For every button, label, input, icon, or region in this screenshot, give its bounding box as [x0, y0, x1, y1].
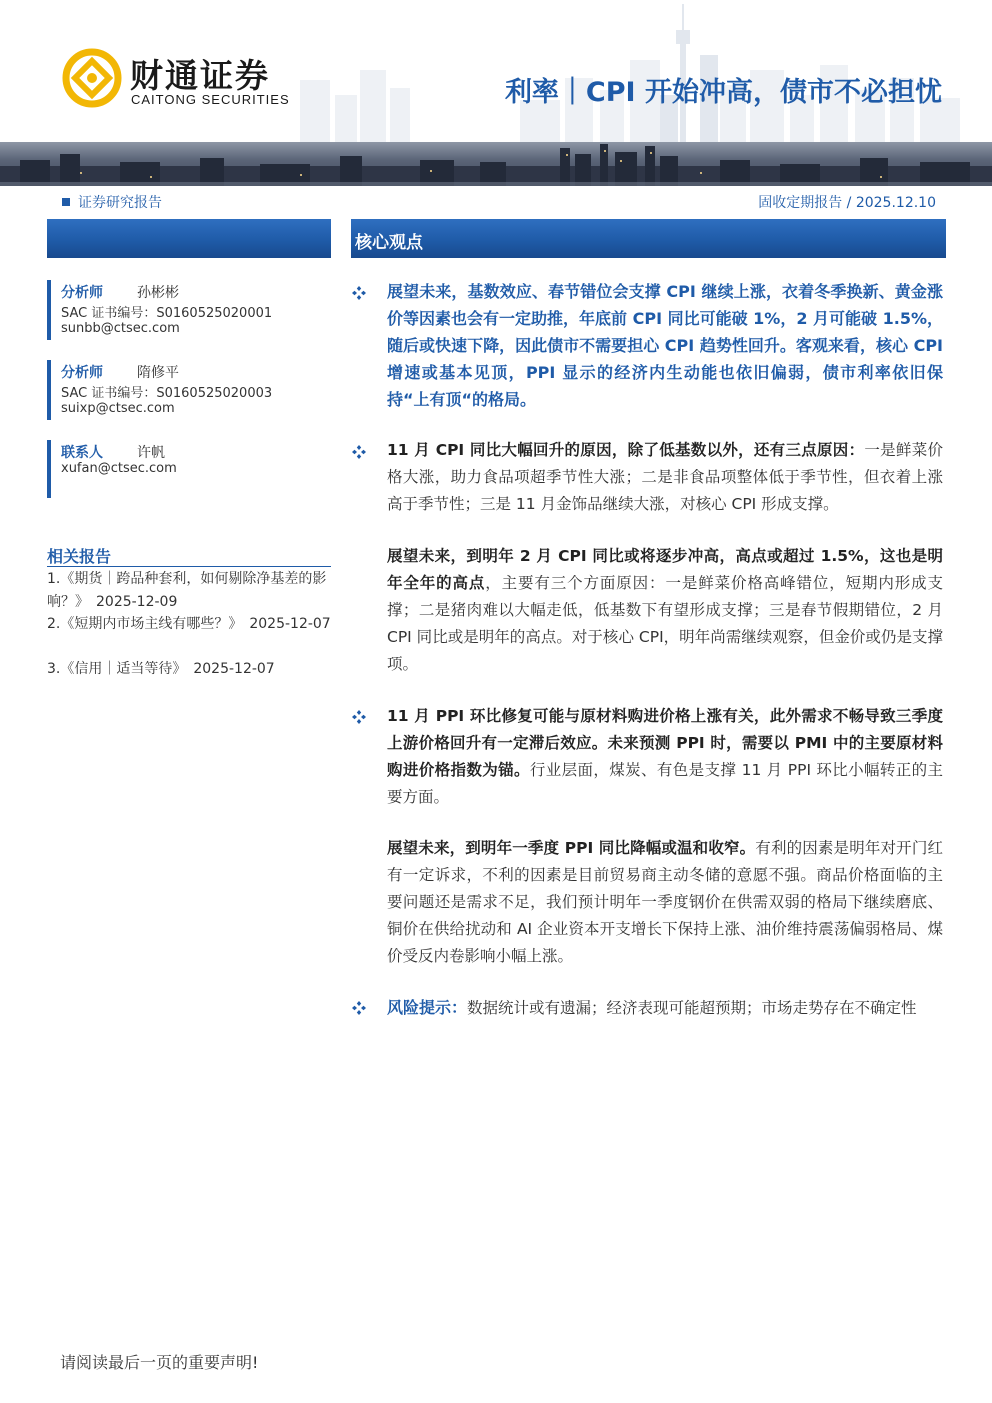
risk-text: 数据统计或有遗漏；经济表现可能超预期；市场走势存在不确定性: [467, 999, 917, 1017]
ppi-outlook-lead: 展望未来，到明年一季度 PPI 同比降幅或温和收窄。: [387, 839, 756, 857]
square-bullet-icon: [62, 198, 70, 206]
analyst-name: 隋修平: [137, 365, 179, 381]
cpi-reason-paragraph: [387, 437, 943, 518]
related-reports-divider: [47, 566, 331, 567]
brand-name-en: CAITONG SECURITIES: [131, 92, 290, 107]
contact-role: 联系人: [61, 445, 103, 461]
analyst-card: [47, 360, 331, 420]
contact-accent-line: [47, 440, 51, 498]
cpi-reason-lead: 11 月 CPI 同比大幅回升的原因，除了低基数以外，还有三点原因：: [387, 441, 865, 459]
brand-name-cn: 财通证券: [130, 56, 270, 95]
risk-label: 风险提示：: [387, 998, 468, 1017]
related-report-item[interactable]: 2.《短期内市场主线有哪些？》 2025-12-07: [47, 616, 331, 632]
cpi-outlook-text: ，主要有三个方面原因：一是鲜菜价格高峰错位，短期内形成支撑；二是猪肉难以大幅走低，低基数下有望形成支撑；三是春节假期错位，2 月 CPI 同比或是明年的高点。对于核心 CPI，明年尚需继续观察，但金价或仍是支撑项。: [387, 574, 943, 673]
report-meta: 固收定期报告 / 2025.12.10: [758, 195, 936, 211]
contact-card: [47, 440, 331, 498]
diamond-bullet-icon: [352, 710, 366, 724]
related-report-item[interactable]: 3.《信用｜适当等待》 2025-12-07: [47, 661, 275, 677]
analyst-role: 分析师: [61, 285, 103, 301]
ppi-reason-paragraph: [387, 703, 943, 811]
report-type-label: [62, 192, 162, 212]
analyst-accent-line: [47, 280, 51, 340]
analyst-cert: SAC 证书编号：S0160525020001: [61, 306, 273, 321]
core-views-header: [351, 219, 946, 258]
ppi-outlook-text: 有利的因素是明年对开门红有一定诉求，不利的因素是目前贸易商主动冬储的意愿不强。商品价格面临的主要问题还是需求不足，我们预计明年一季度钢价在供需双弱的格局下继续磨底、铜价在供给扰动和 AI 企业资本开支增长下保持上涨、油价维持震荡偏弱格局、煤价受反内卷影响小幅上涨。: [387, 839, 943, 965]
caitong-logo-icon: [62, 48, 122, 108]
analyst-cert: SAC 证书编号：S0160525020003: [61, 386, 273, 401]
core-summary-paragraph: 展望未来，基数效应、春节错位会支撑 CPI 继续上涨，衣着冬季换新、黄金涨价等因素也会有一定助推，年底前 CPI 同比可能破 1%，2 月可能破 1.5%，随后或快速下降，因此债市不需要担心 CPI 趋势性回升。客观来看，核心 CPI 增速或基本见顶，PPI 显示的经济内生动能也依旧偏弱，债市利率依旧保持“上有顶“的格局。: [387, 282, 943, 409]
cpi-outlook-paragraph: [387, 543, 943, 678]
related-report-item[interactable]: 1.《期货｜跨品种套利，如何剔除净基差的影响？》 2025-12-09: [47, 571, 327, 610]
cpi-reason-text: 一是鲜菜价格大涨，助力食品项超季节性大涨；二是非食品项整体低于季节性，但衣着上涨高于季节性；三是 11 月金饰品继续大涨，对核心 CPI 形成支撑。: [387, 441, 943, 513]
ppi-reason-text: 行业层面，煤炭、有色是支撑 11 月 PPI 环比小幅转正的主要方面。: [387, 761, 943, 806]
report-title: 利率｜CPI 开始冲高，债市不必担忧: [504, 77, 942, 108]
diamond-bullet-icon: [352, 1001, 366, 1015]
disclaimer-note: 请阅读最后一页的重要声明!: [60, 1353, 259, 1372]
sidebar-header-bar: [47, 219, 331, 258]
risk-paragraph: [387, 994, 943, 1022]
related-reports-title: 相关报告: [47, 547, 112, 566]
analyst-card: [47, 280, 331, 340]
analyst-email[interactable]: suixp@ctsec.com: [61, 401, 175, 416]
diamond-bullet-icon: [352, 286, 366, 300]
ppi-reason-lead: 11 月 PPI 环比修复可能与原材料购进价格上涨有关，此外需求不畅导致三季度上游价格回升有一定滞后效应。未来预测 PPI 时，需要以 PMI 中的主要原材料购进价格指数为锚。: [387, 707, 943, 779]
city-photo-band: [0, 142, 992, 186]
core-views-title: 核心观点: [355, 233, 423, 253]
ppi-outlook-paragraph: [387, 835, 943, 970]
analyst-role: 分析师: [61, 365, 103, 381]
report-type-text: 证券研究报告: [78, 195, 162, 211]
analyst-email[interactable]: sunbb@ctsec.com: [61, 321, 180, 336]
report-header: [0, 0, 992, 186]
diamond-bullet-icon: [352, 445, 366, 459]
contact-name: 许帆: [137, 445, 165, 461]
analyst-name: 孙彬彬: [137, 285, 179, 301]
contact-email[interactable]: xufan@ctsec.com: [61, 461, 177, 476]
cpi-outlook-lead: 展望未来，到明年 2 月 CPI 同比或将逐步冲高，高点或超过 1.5%，这也是明年全年的高点: [387, 547, 943, 592]
analyst-accent-line: [47, 360, 51, 420]
